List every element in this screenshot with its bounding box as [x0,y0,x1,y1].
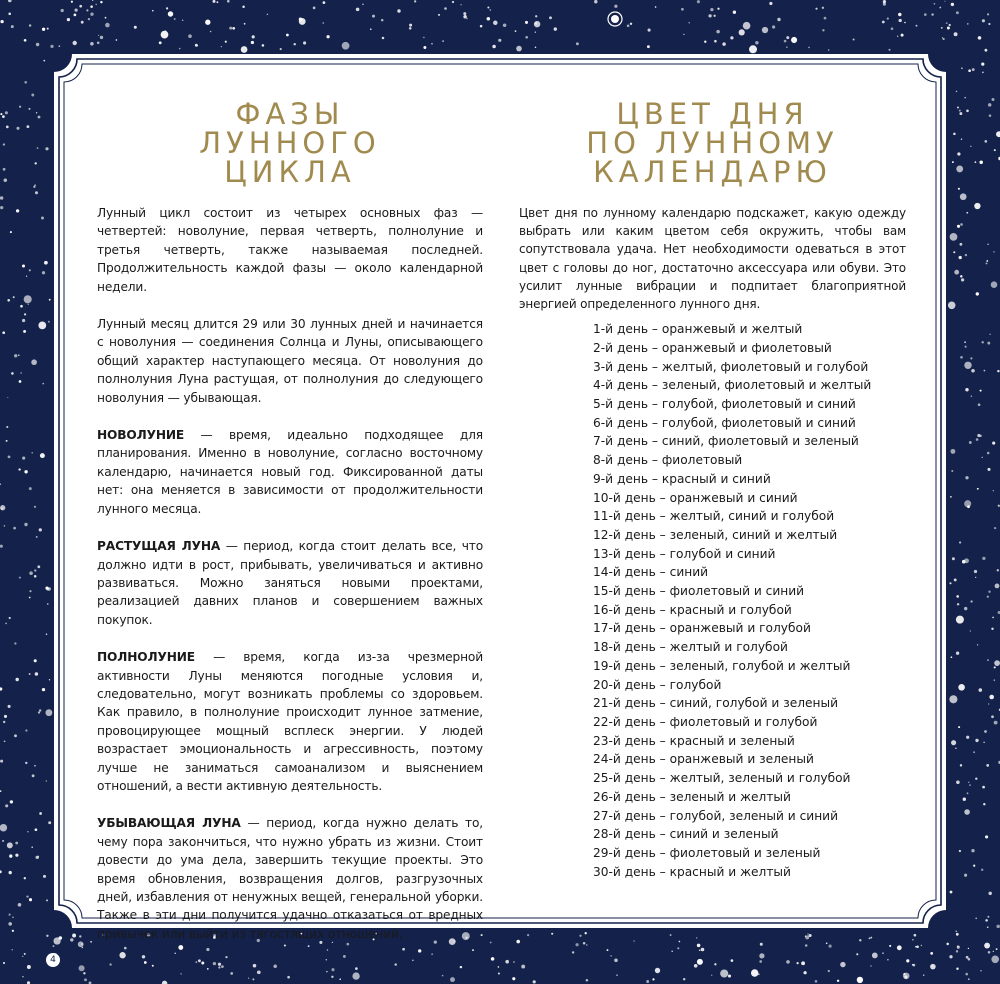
paragraph-text: Лунный месяц длится 29 или 30 лунных дней и начинается с новолуния — соединения Солнца и Луны, описывающего общий характер наступающего месяца. От новолуния до полнолуния Луна растущая, от полнолуния до следующего новолуния — убывающая. [97,317,483,405]
paragraph-term: НОВОЛУНИЕ [97,428,185,443]
list-item: 24-й день – оранжевый и зеленый [593,752,814,767]
paragraph-waning-moon [97,814,483,943]
right-column [519,96,906,881]
left-column [97,96,483,943]
paragraph-text: — время, идеально подходящее для планирования. Именно в новолуние, согласно восточному календарю, начинается новый год. Фиксированной даты нет: она меняется в зависимости от продолжительности лунного месяца. [97,428,483,516]
list-item: 25-й день – желтый, зеленый и голубой [593,771,851,786]
list-item: 9-й день – красный и синий [593,471,771,486]
list-item: 10-й день – оранжевый и синий [593,490,798,505]
list-item: 15-й день – фиолетовый и синий [593,584,805,599]
list-item: 2-й день – оранжевый и фиолетовый [593,340,832,355]
paragraph-term: ПОЛНОЛУНИЕ [97,650,195,665]
list-item: 4-й день – зеленый, фиолетовый и желтый [593,378,872,393]
list-item: 7-й день – синий, фиолетовый и зеленый [593,434,859,449]
paragraph-text: — период, когда стоит делать все, что должно идти в рост, прибывать, увеличиваться и активно развиваться. Можно заняться новыми проектами, реализацией давних планов и совершением важных покупок. [97,539,484,627]
list-item: 1-й день – оранжевый и желтый [593,322,803,337]
list-item: 28-й день – синий и зеленый [593,827,779,842]
lunar-day-color-list [519,320,906,881]
paragraph-waxing-moon [97,537,483,629]
paragraph-term: УБЫВАЮЩАЯ ЛУНА [97,816,241,831]
list-item: 29-й день – фиолетовый и зеленый [593,845,821,860]
list-item: 12-й день – зеленый, синий и желтый [593,527,838,542]
list-item: 30-й день – красный и желтый [593,864,791,879]
list-item: 27-й день – голубой, зеленый и синий [593,808,838,823]
lunar-phases-heading [97,97,483,189]
paragraph-text: Лунный цикл состоит из четырех основных фаз — четвертей: новолуние, первая четверть, полнолуние и третья четверть, также называемая последней. Продолжительность каждой фазы — около календарной недели. [97,206,483,294]
heading-line: ПО ЛУННОМУ [586,126,839,160]
heading-line: ФАЗЫ [235,97,345,131]
paragraph-term: РАСТУЩАЯ ЛУНА [97,539,221,554]
paragraph [97,204,483,296]
list-item: 11-й день – желтый, синий и голубой [593,509,835,524]
list-item: 22-й день – фиолетовый и голубой [593,714,818,729]
list-item: 20-й день – голубой [593,677,722,692]
page-number: 4 [46,953,60,967]
day-color-heading [519,97,906,189]
heading-line: ЦВЕТ ДНЯ [616,97,809,131]
paragraph-new-moon [97,426,483,518]
paragraph-text: — период, когда нужно делать то, чему пора закончиться, что нужно убрать из жизни. Стоит довести до ума дела, завершить текущие проекты. Это время обновления, возвращения долгов, разгрузочных дней, избавления от ненужных вещей, генеральной уборки. Также в эти дни получится удачно отказаться от вредных привычек или выйти из тягостящих отношений. [97,816,483,941]
list-item: 6-й день – голубой, фиолетовый и синий [593,415,856,430]
paragraph-full-moon [97,648,483,795]
list-item: 16-й день – красный и голубой [593,602,792,617]
paragraph-text: — время, когда из-за чрезмерной активности Луны меняются погодные условия и, следовательно, могут возникать проблемы со здоровьем. Как правило, в полнолуние происходит лунное затмение, провоцирующее мощный всплеск энергии. У людей возрастает эмоциональность и агрессивность, поэтому лучше не заниматься самоанализом и выяснением отношений, а вести активную деятельность. [97,650,483,793]
list-item: 17-й день – оранжевый и голубой [593,621,811,636]
paragraph [97,315,483,407]
heading-line: ЦИКЛА [224,155,356,189]
heading-line: КАЛЕНДАРЮ [593,155,832,189]
list-item: 3-й день – желтый, фиолетовый и голубой [593,359,869,374]
list-item: 21-й день – синий, голубой и зеленый [593,696,838,711]
moon-ornament-icon [607,11,623,27]
day-color-intro: Цвет дня по лунному календарю подскажет, какую одежду выбрать или каким цветом себя окружить, чтобы вам сопутствовала удача. Нет необходимости одеваться в этот цвет с головы до ног, достаточно аксессуара или обуви. Это усилит лунные вибрации и подпитает благоприятной энергией определенного лунного дня. [519,206,906,312]
list-item: 18-й день – желтый и голубой [593,640,788,655]
heading-line: ЛУННОГО [199,126,381,160]
list-item: 5-й день – голубой, фиолетовый и синий [593,397,856,412]
list-item: 23-й день – красный и зеленый [593,733,795,748]
list-item: 14-й день – синий [593,565,709,580]
lunar-phases-text [97,204,483,943]
list-item: 19-й день – зеленый, голубой и желтый [593,658,851,673]
list-item: 8-й день – фиолетовый [593,453,743,468]
list-item: 26-й день – зеленый и желтый [593,789,791,804]
list-item: 13-й день – голубой и синий [593,546,776,561]
